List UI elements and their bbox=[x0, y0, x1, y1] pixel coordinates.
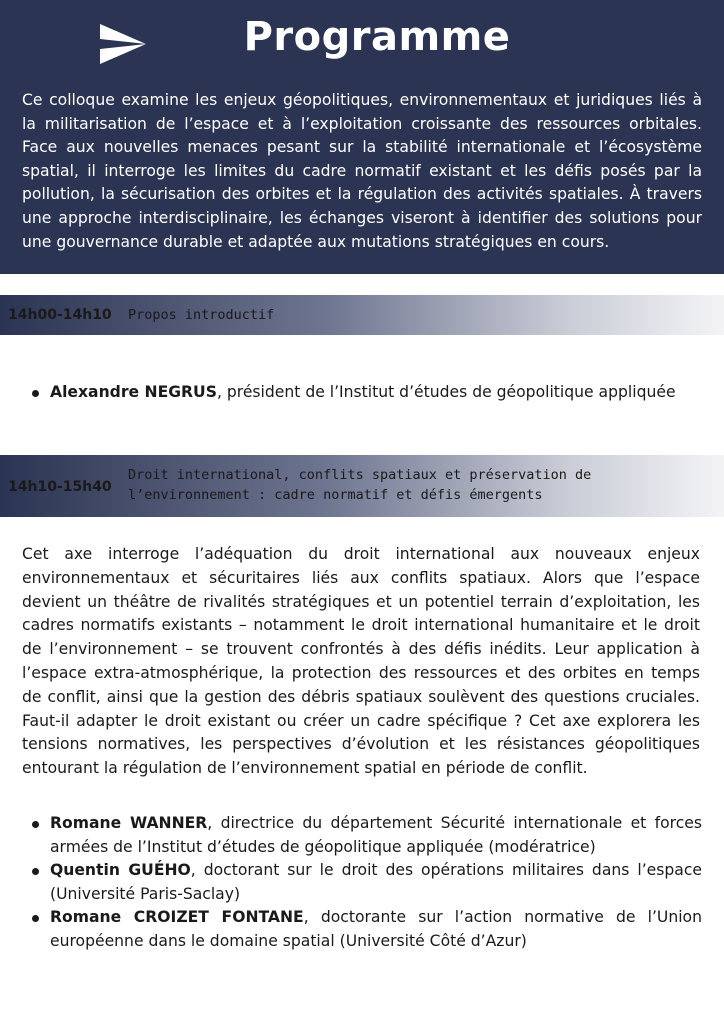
speaker-name: Alexandre NEGRUS bbox=[50, 383, 217, 401]
session-description: Cet axe interroge l’adéquation du droit international aux nouveaux enjeux environnementaux et sécuritaires liés aux conflits spatiaux. Alors que l’espace devient un théâtre de rivalités stratégiques et un potentiel terrain d’exploitation, les cadres normatifs existants – notamment le droit international humanitaire et le droit de l’environnement – se trouvent confrontés à des défis inédits. Leur application à l’espace extra-atmosphérique, la protection des ressources et des orbites en temps de conflit, ainsi que la gestion des débris spatiaux soulèvent des questions cruciales. Faut-il adapter le droit existant ou créer un cadre spécifique ? Cet axe explorera les tensions normatives, les perspectives d’évolution et les résistances géopolitiques entourant la régulation de l’environnement spatial en période de conflit. bbox=[22, 545, 700, 778]
page-title: Programme bbox=[243, 14, 511, 60]
speaker-list-panel bbox=[30, 812, 702, 954]
session-bar-panel bbox=[0, 455, 724, 517]
speaker-role: , président de l’Institut d’études de géopolitique appliquée bbox=[216, 383, 676, 401]
speaker-item bbox=[30, 812, 702, 859]
speaker-name: Romane CROIZET FONTANE bbox=[50, 908, 304, 927]
speaker-role: , doctorant sur le droit des opérations militaires dans l’espace (Université Paris-Saclay) bbox=[50, 861, 702, 903]
speaker-name: Quentin GUÉHO bbox=[50, 861, 191, 880]
session-title: Propos introductif bbox=[128, 307, 275, 323]
intro-paragraph: Ce colloque examine les enjeux géopolitiques, environnementaux et juridiques liés à la militarisation de l’espace et à l’exploitation croissante des ressources orbitales. Face aux nouvelles menaces pesant sur la stabilité internationale et l’écosystème spatial, il interroge les limites du cadre normatif existant et les défis posés par la pollution, la sécurisation des orbites et la régulation des activités spatiales. À travers une approche interdisciplinaire, les échanges viseront à identifier des solutions pour une gouvernance durable et adaptée aux mutations stratégiques en cours. bbox=[22, 91, 702, 251]
header-banner bbox=[0, 0, 724, 274]
speaker-list-intro bbox=[30, 381, 690, 405]
session-title: Droit international, conflits spatiaux et préservation de l’environnement : cadre normatif et défis émergents bbox=[128, 467, 592, 503]
speaker-item bbox=[30, 859, 702, 906]
speaker-role: , doctorante sur l’action normative de l’Union européenne dans le domaine spatial (Université Côté d’Azur) bbox=[50, 908, 702, 950]
session-time: 14h10-15h40 bbox=[8, 479, 112, 495]
session-time: 14h00-14h10 bbox=[8, 307, 112, 323]
session-bar-intro bbox=[0, 295, 724, 335]
speaker-item bbox=[30, 381, 690, 405]
speaker-name: Romane WANNER bbox=[50, 814, 208, 832]
speaker-item bbox=[30, 906, 702, 953]
speaker-role: , directrice du département Sécurité internationale et forces armées de l’Institut d’études de géopolitique appliquée (modératrice) bbox=[50, 814, 702, 856]
